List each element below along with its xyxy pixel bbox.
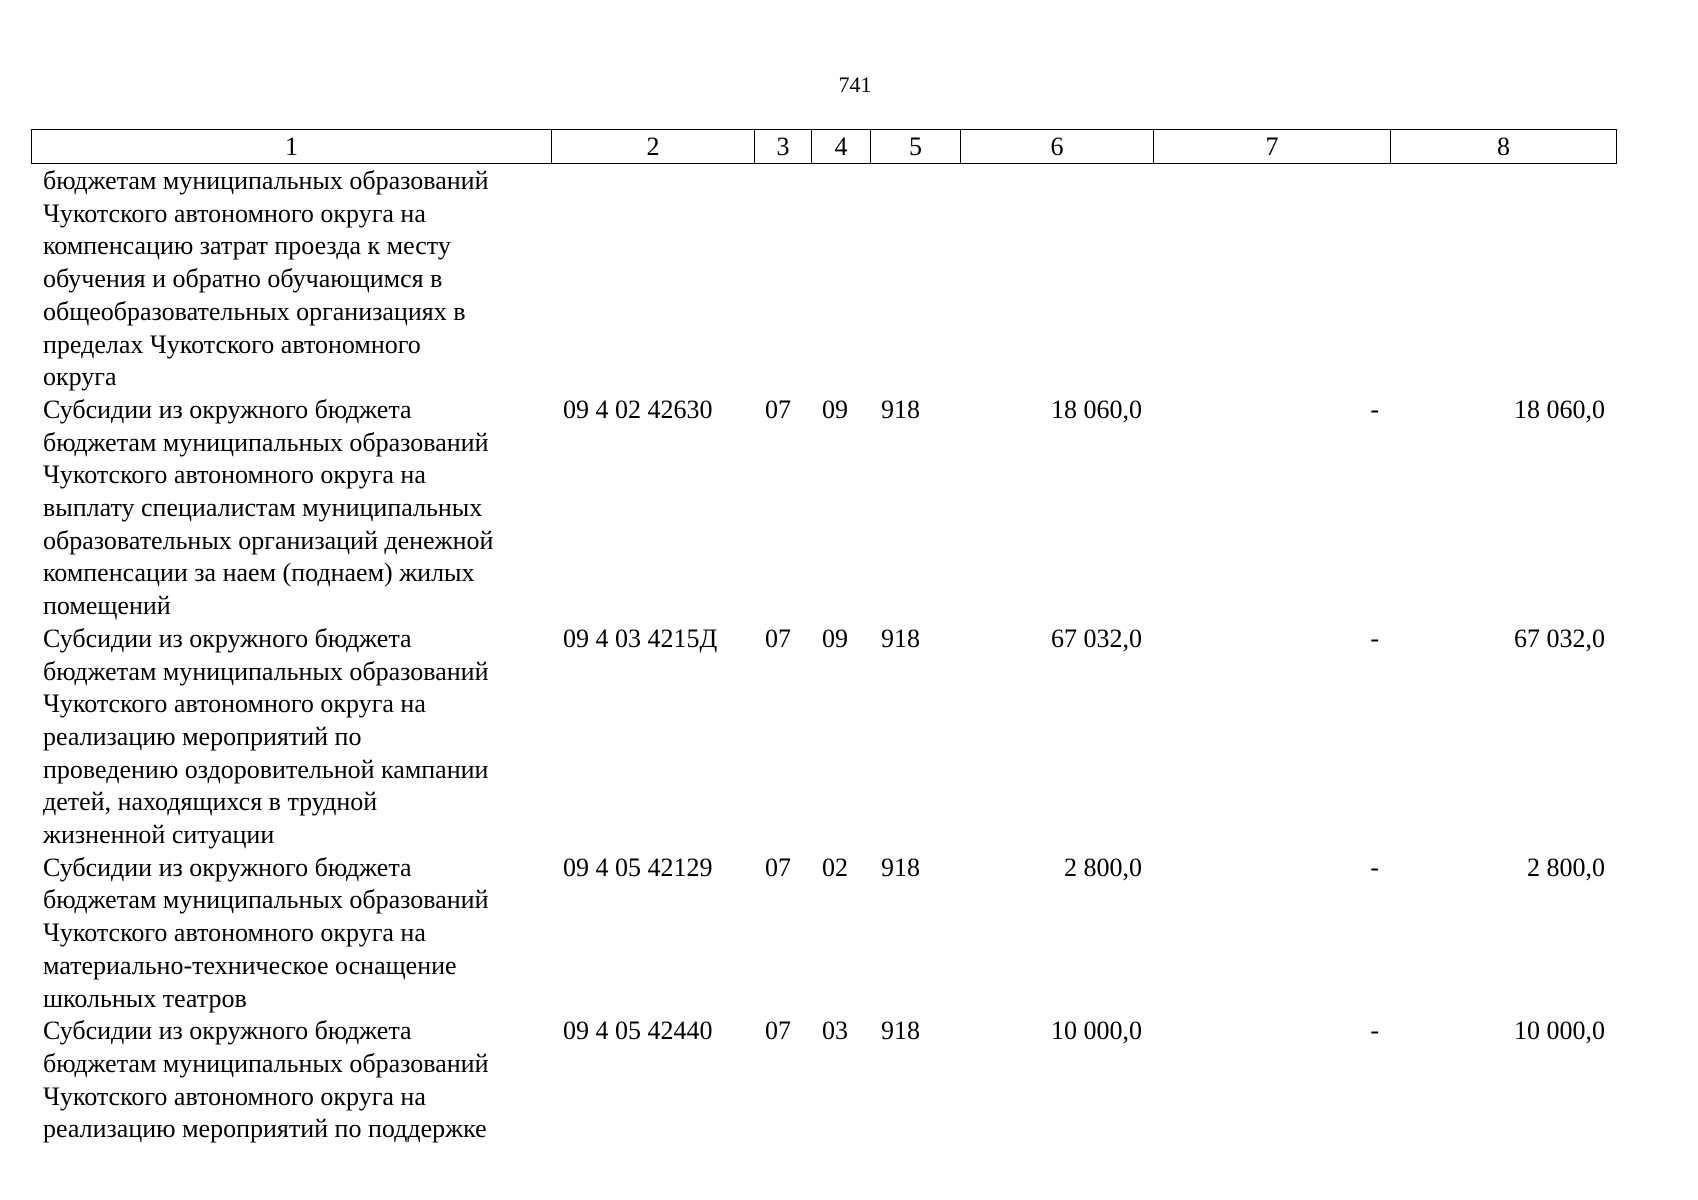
amount-col6: 2 800,0 xyxy=(1064,852,1142,882)
expense-type-code: 918 xyxy=(881,394,920,424)
column-header-2: 2 xyxy=(552,130,755,164)
description-line: образовательных организаций денежной xyxy=(43,525,494,555)
description-line: Субсидии из окружного бюджета xyxy=(43,394,412,424)
description-line: Чукотского автономного округа на xyxy=(43,918,426,948)
description-line: бюджетам муниципальных образований xyxy=(43,885,489,915)
amount-col7: - xyxy=(1370,623,1379,653)
column-header-table xyxy=(31,129,1617,164)
description-line: Субсидии из окружного бюджета xyxy=(43,1016,412,1046)
target-article-code: 09 4 05 42129 xyxy=(563,852,713,882)
description-line: проведению оздоровительной кампании xyxy=(43,754,489,784)
description-line: бюджетам муниципальных образований xyxy=(43,166,489,195)
column-header-row xyxy=(32,130,1617,164)
expense-type-code: 918 xyxy=(881,1016,920,1046)
subsection-code: 09 xyxy=(822,394,848,424)
column-header-8: 8 xyxy=(1391,130,1617,164)
description-line: школьных театров xyxy=(43,983,247,1013)
column-header-3: 3 xyxy=(755,130,812,164)
description-line: компенсации за наем (поднаем) жилых xyxy=(43,558,475,588)
amount-col7: - xyxy=(1370,394,1379,424)
description-line: бюджетам муниципальных образований xyxy=(43,427,489,457)
table-row xyxy=(31,1015,1616,1146)
description-line: Чукотского автономного округа на xyxy=(43,1081,426,1111)
expense-type-code: 918 xyxy=(881,852,920,882)
description-line: детей, находящихся в трудной xyxy=(43,787,378,817)
row-description xyxy=(31,165,551,394)
description-line: выплату специалистам муниципальных xyxy=(43,493,483,523)
target-article-code: 09 4 02 42630 xyxy=(563,394,713,424)
column-header-5: 5 xyxy=(871,130,961,164)
amount-col8: 67 032,0 xyxy=(1514,623,1605,653)
description-line: обучения и обратно обучающимся в xyxy=(43,264,443,294)
table-row xyxy=(31,623,1616,852)
amount-col6: 67 032,0 xyxy=(1051,623,1142,653)
expense-type-code: 918 xyxy=(881,623,920,653)
column-header-6: 6 xyxy=(961,130,1154,164)
description-line: Чукотского автономного округа на xyxy=(43,198,426,228)
amount-col6: 18 060,0 xyxy=(1051,394,1142,424)
amount-col8: 10 000,0 xyxy=(1514,1016,1605,1046)
row-description xyxy=(31,394,551,623)
description-line: округа xyxy=(43,362,117,392)
column-header-4: 4 xyxy=(812,130,871,164)
section-code: 07 xyxy=(765,852,791,882)
section-code: 07 xyxy=(765,623,791,653)
description-line: Чукотского автономного округа на xyxy=(43,689,426,719)
row-description xyxy=(31,852,551,1016)
column-header-1: 1 xyxy=(32,130,552,164)
description-line: Чукотского автономного округа на xyxy=(43,460,426,490)
row-description xyxy=(31,1015,551,1146)
column-header-7: 7 xyxy=(1154,130,1391,164)
description-line: Субсидии из окружного бюджета xyxy=(43,623,412,653)
description-line: компенсацию затрат проезда к месту xyxy=(43,231,451,261)
description-line: помещений xyxy=(43,591,171,621)
description-line: Субсидии из окружного бюджета xyxy=(43,852,412,882)
section-code: 07 xyxy=(765,394,791,424)
description-line: бюджетам муниципальных образований xyxy=(43,1048,489,1078)
amount-col7: - xyxy=(1370,852,1379,882)
description-line: жизненной ситуации xyxy=(43,820,275,850)
description-line: материально-техническое оснащение xyxy=(43,950,457,980)
section-code: 07 xyxy=(765,1016,791,1046)
description-line: пределах Чукотского автономного xyxy=(43,329,421,359)
amount-col7: - xyxy=(1370,1016,1379,1046)
description-line: реализацию мероприятий по xyxy=(43,721,362,751)
amount-col6: 10 000,0 xyxy=(1051,1016,1142,1046)
table-row xyxy=(31,165,1616,394)
target-article-code: 09 4 03 4215Д xyxy=(563,623,718,653)
table-body xyxy=(31,165,1616,1146)
amount-col8: 2 800,0 xyxy=(1527,852,1605,882)
subsection-code: 02 xyxy=(822,852,848,882)
row-description xyxy=(31,623,551,852)
page-number: 741 xyxy=(838,72,872,97)
amount-col8: 18 060,0 xyxy=(1514,394,1605,424)
description-line: реализацию мероприятий по поддержке xyxy=(43,1114,487,1144)
table-row xyxy=(31,852,1616,1016)
subsection-code: 09 xyxy=(822,623,848,653)
table-row xyxy=(31,394,1616,623)
description-line: бюджетам муниципальных образований xyxy=(43,656,489,686)
subsection-code: 03 xyxy=(822,1016,848,1046)
description-line: общеобразовательных организациях в xyxy=(43,296,466,326)
target-article-code: 09 4 05 42440 xyxy=(563,1016,713,1046)
